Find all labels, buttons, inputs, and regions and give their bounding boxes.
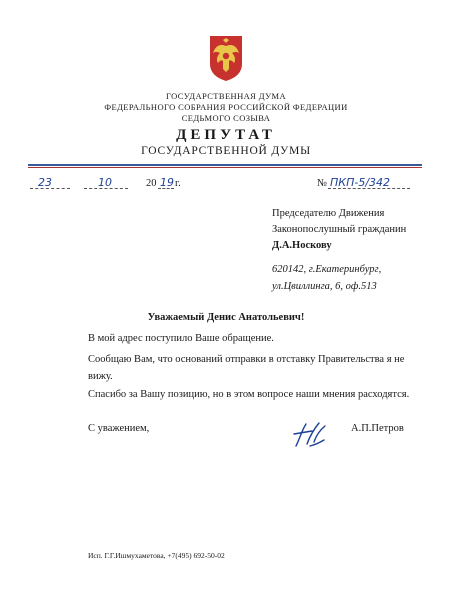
paragraph-3: Спасибо за Вашу позицию, но в этом вопросе наши мнения расходятся. bbox=[88, 389, 410, 400]
date-year-line bbox=[158, 188, 174, 189]
paragraph-2-line-2: вижу. bbox=[88, 371, 113, 382]
reference-number-sign: № bbox=[317, 178, 328, 189]
recipient-line-1: Председателю Движения bbox=[272, 208, 385, 219]
date-year-unit: г. bbox=[175, 178, 181, 189]
handwritten-signature bbox=[292, 420, 328, 450]
recipient-line-2: Законопослушный гражданин bbox=[272, 224, 407, 235]
reference-line bbox=[328, 188, 410, 189]
date-day: 23 bbox=[38, 176, 52, 189]
coat-of-arms-emblem bbox=[207, 34, 245, 82]
header-title: ДЕПУТАТ bbox=[176, 127, 276, 143]
header-subtitle: ГОСУДАРСТВЕННОЙ ДУМЫ bbox=[141, 145, 311, 157]
recipient-address-2: ул.Цвиллинга, 6, оф.513 bbox=[272, 281, 377, 292]
date-month: 10 bbox=[98, 176, 112, 189]
paragraph-1: В мой адрес поступило Ваше обращение. bbox=[88, 333, 274, 344]
header-rule-red bbox=[28, 167, 422, 168]
header-line-3: СЕДЬМОГО СОЗЫВА bbox=[181, 113, 271, 123]
date-year-suffix: 19 bbox=[160, 176, 174, 189]
date-month-line bbox=[84, 188, 128, 189]
paragraph-2-line-1: Сообщаю Вам, что оснований отправки в отставку Правительства я не bbox=[88, 354, 405, 365]
date-year-prefix: 20 bbox=[146, 178, 157, 189]
signatory-name: А.П.Петров bbox=[351, 423, 404, 434]
header-line-2: ФЕДЕРАЛЬНОГО СОБРАНИЯ РОССИЙСКОЙ ФЕДЕРАЦИИ bbox=[104, 102, 348, 112]
header-line-1: ГОСУДАРСТВЕННАЯ ДУМА bbox=[166, 91, 286, 101]
executor-contact: Исп. Г.Г.Ишмухаметова, +7(495) 692-50-02 bbox=[88, 551, 225, 560]
recipient-name: Д.А.Носкову bbox=[272, 240, 332, 251]
date-day-line bbox=[30, 188, 70, 189]
header-rule-blue bbox=[28, 164, 422, 166]
reference-number: ПКП-5/342 bbox=[330, 176, 391, 189]
closing-regards: С уважением, bbox=[88, 423, 150, 434]
greeting: Уважаемый Денис Анатольевич! bbox=[147, 312, 305, 323]
recipient-address-1: 620142, г.Екатеринбург, bbox=[272, 264, 382, 275]
